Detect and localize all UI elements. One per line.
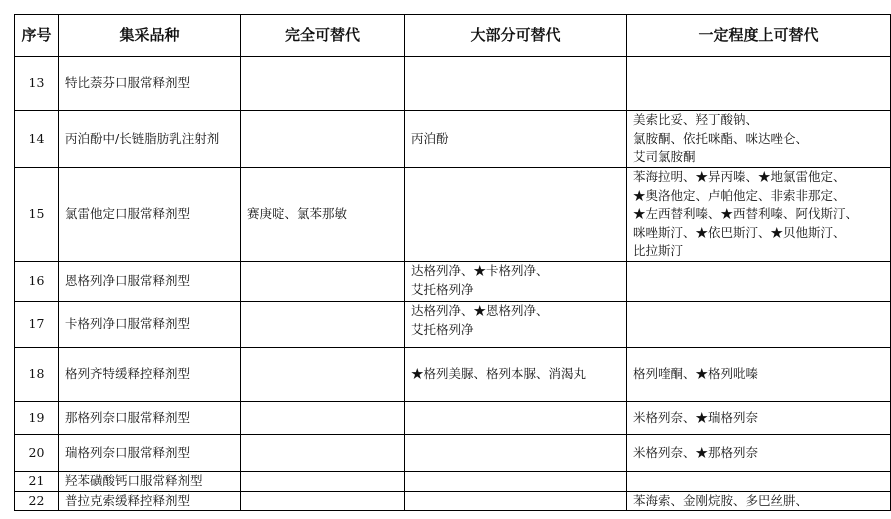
row-partial	[627, 348, 891, 402]
row-seq: 16	[15, 262, 59, 302]
table-row	[15, 491, 891, 511]
row-seq: 19	[15, 402, 59, 435]
header-row	[15, 15, 891, 57]
partial-line: 苯海拉明、★异丙嗪、★地氯雷他定、	[633, 169, 846, 184]
row-seq: 13	[15, 57, 59, 111]
partial-line: 格列喹酮、★格列吡嗪	[633, 366, 759, 382]
row-partial	[627, 435, 891, 472]
row-variety: 那格列奈口服常释剂型	[59, 402, 241, 435]
row-most	[405, 57, 627, 111]
row-full	[241, 57, 405, 111]
partial-line: ★左西替利嗪、★西替利嗪、阿伐斯汀、	[633, 206, 859, 221]
row-partial	[627, 491, 891, 511]
table-row	[15, 111, 891, 168]
row-most	[405, 302, 627, 348]
row-partial	[627, 168, 891, 262]
header-seq: 序号	[15, 15, 59, 57]
row-full	[241, 168, 405, 262]
row-seq: 15	[15, 168, 59, 262]
row-variety: 羟苯磺酸钙口服常释剂型	[59, 472, 241, 492]
row-partial	[627, 472, 891, 492]
row-most	[405, 348, 627, 402]
partial-line: 苯海索、金刚烷胺、多巴丝肼、	[633, 492, 809, 508]
row-seq: 14	[15, 111, 59, 168]
table-row	[15, 302, 891, 348]
partial-line: 美索比妥、羟丁酸钠、	[633, 112, 759, 127]
table-row	[15, 348, 891, 402]
most-line: 丙泊酚	[411, 130, 449, 146]
row-full	[241, 111, 405, 168]
header-most-substitute: 大部分可替代	[405, 15, 627, 57]
row-partial	[627, 262, 891, 302]
row-seq: 17	[15, 302, 59, 348]
partial-line: 咪唑斯汀、★依巴斯汀、★贝他斯汀、	[633, 224, 846, 240]
row-partial	[627, 57, 891, 111]
most-line: ★格列美脲、格列本脲、消渴丸	[411, 366, 587, 382]
row-most	[405, 402, 627, 435]
row-most	[405, 435, 627, 472]
header-variety: 集采品种	[59, 15, 241, 57]
row-variety: 恩格列净口服常释剂型	[59, 262, 241, 302]
table-row	[15, 435, 891, 472]
row-most	[405, 472, 627, 492]
partial-line: 比拉斯汀	[633, 243, 684, 258]
table-row	[15, 262, 891, 302]
partial-line: ★奥洛他定、卢帕他定、非索非那定、	[633, 187, 846, 203]
row-full	[241, 262, 405, 302]
table-row	[15, 57, 891, 111]
row-most	[405, 111, 627, 168]
row-most	[405, 168, 627, 262]
row-variety: 格列齐特缓释控释剂型	[59, 348, 241, 402]
most-line: 达格列净、★恩格列净、	[411, 303, 549, 318]
row-partial	[627, 302, 891, 348]
full-line: 赛庚啶、氯苯那敏	[247, 206, 348, 222]
row-full	[241, 302, 405, 348]
row-partial	[627, 402, 891, 435]
row-variety: 卡格列净口服常释剂型	[59, 302, 241, 348]
partial-line: 氯胺酮、依托咪酯、咪达唑仑、	[633, 130, 809, 146]
most-line: 达格列净、★卡格列净、	[411, 263, 549, 278]
header-full-substitute: 完全可替代	[241, 15, 405, 57]
row-seq: 20	[15, 435, 59, 472]
row-variety: 瑞格列奈口服常释剂型	[59, 435, 241, 472]
row-full	[241, 348, 405, 402]
row-partial	[627, 111, 891, 168]
most-line: 艾托格列净	[411, 321, 474, 337]
drug-substitution-table	[14, 14, 891, 511]
row-seq: 18	[15, 348, 59, 402]
partial-line: 米格列奈、★瑞格列奈	[633, 409, 759, 425]
row-most	[405, 491, 627, 511]
row-full	[241, 491, 405, 511]
header-partial-substitute: 一定程度上可替代	[627, 15, 891, 57]
row-seq: 21	[15, 472, 59, 492]
row-full	[241, 402, 405, 435]
row-variety: 特比萘芬口服常释剂型	[59, 57, 241, 111]
table-row	[15, 168, 891, 262]
row-most	[405, 262, 627, 302]
row-variety: 普拉克索缓释控释剂型	[59, 491, 241, 511]
partial-line: 米格列奈、★那格列奈	[633, 444, 759, 460]
most-line: 艾托格列净	[411, 281, 474, 297]
row-full	[241, 472, 405, 492]
row-variety: 氯雷他定口服常释剂型	[59, 168, 241, 262]
row-variety: 丙泊酚中/长链脂肪乳注射剂	[59, 111, 241, 168]
table-row	[15, 472, 891, 492]
partial-line: 艾司氯胺酮	[633, 149, 696, 164]
row-full	[241, 435, 405, 472]
table-row	[15, 402, 891, 435]
row-seq: 22	[15, 491, 59, 511]
